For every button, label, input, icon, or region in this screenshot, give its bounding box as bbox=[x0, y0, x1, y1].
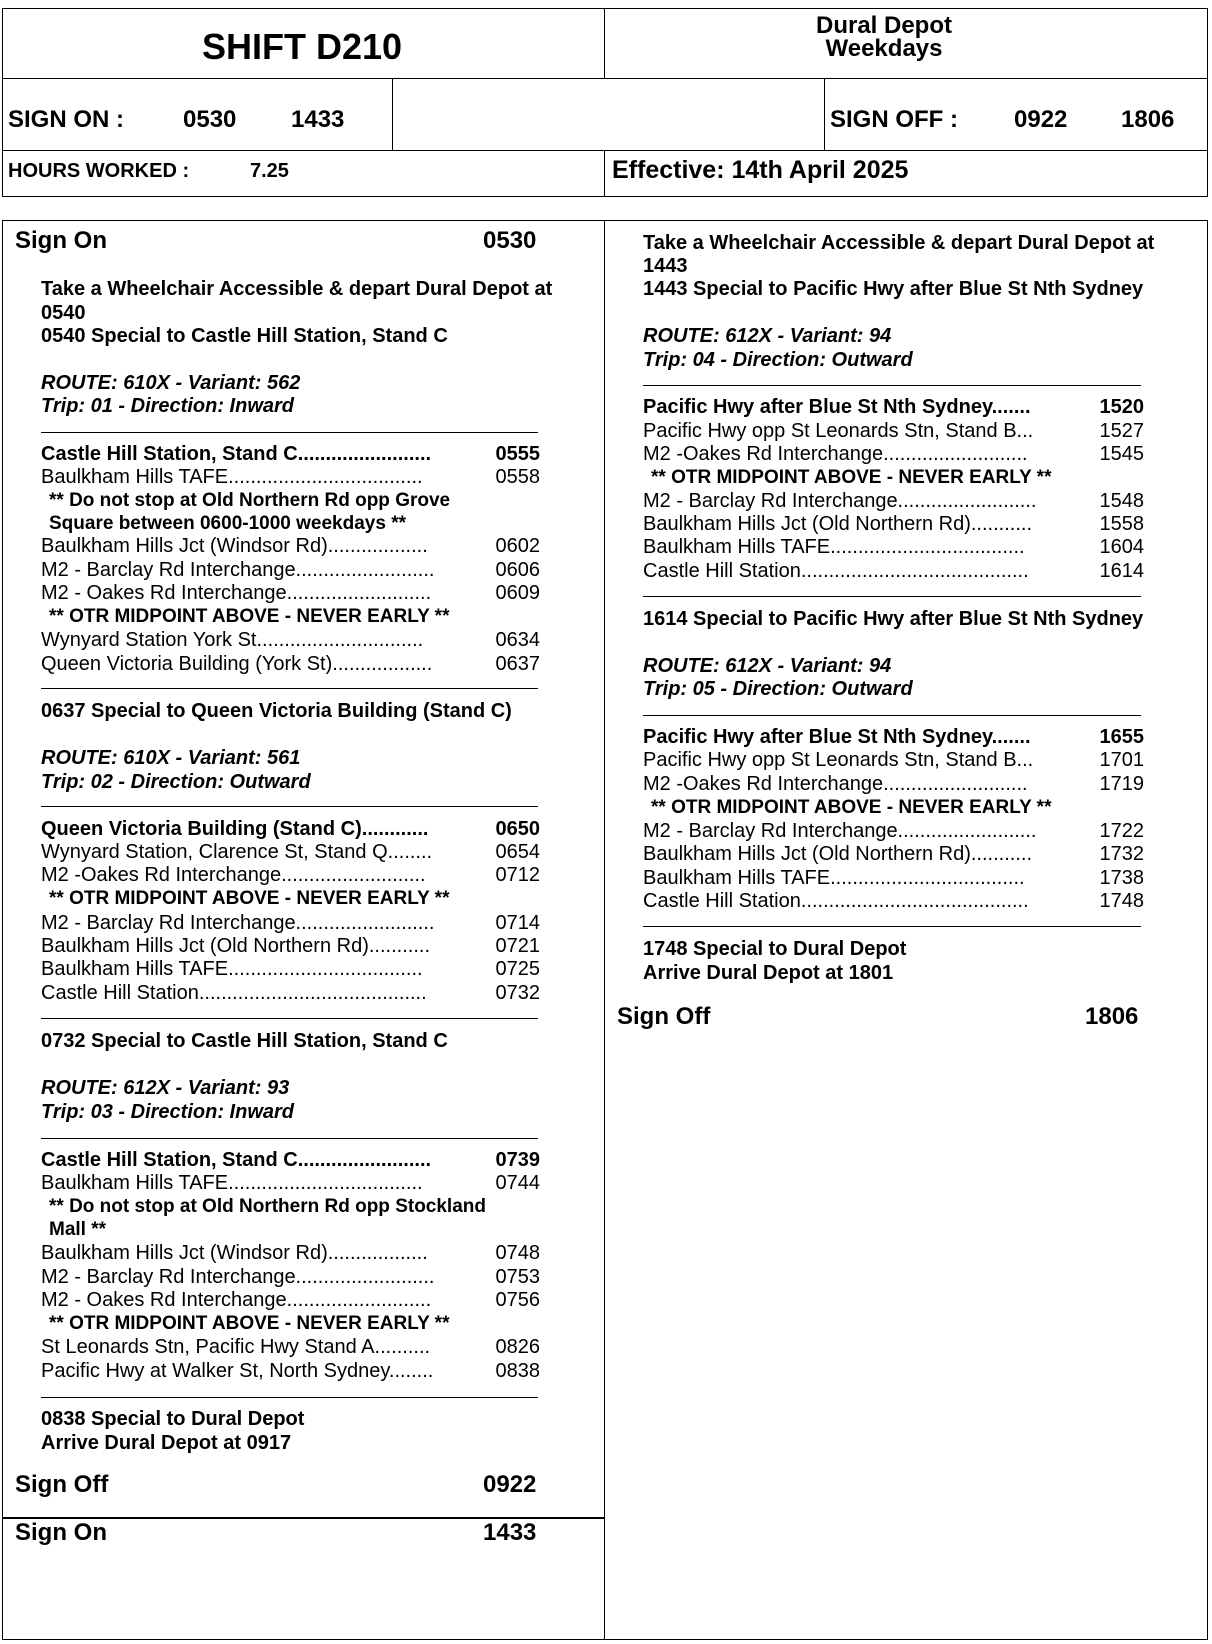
hours-worked-label: HOURS WORKED : bbox=[8, 160, 190, 182]
right-rule-4 bbox=[643, 926, 1141, 927]
stop-time: 0756 bbox=[495, 1289, 540, 1311]
table-row: Pacific Hwy after Blue St Nth Sydney....... bbox=[643, 726, 1031, 748]
stop-time: 0654 bbox=[495, 841, 540, 863]
right-special-3-l2: Arrive Dural Depot at 1801 bbox=[643, 962, 894, 984]
left-sign-on-time: 0530 bbox=[483, 227, 537, 254]
table-row: Wynyard Station, Clarence St, Stand Q........ bbox=[41, 841, 433, 863]
stop-time: 0714 bbox=[495, 912, 540, 934]
otr-note: ** OTR MIDPOINT ABOVE - NEVER EARLY ** bbox=[49, 606, 450, 627]
left-route-1: ROUTE: 610X - Variant: 562 bbox=[41, 372, 301, 394]
stop-time: 0732 bbox=[495, 982, 540, 1004]
shift-title: SHIFT D210 bbox=[201, 26, 403, 67]
stop-time: 0650 bbox=[495, 818, 540, 840]
left-depart-line2: 0540 bbox=[41, 302, 86, 324]
effective-date: Effective: 14th April 2025 bbox=[612, 156, 909, 184]
right-sign-off-label: Sign Off bbox=[617, 1003, 711, 1030]
stop-time: 0721 bbox=[495, 935, 540, 957]
left-special-2: 0637 Special to Queen Victoria Building (Stand C) bbox=[41, 700, 512, 722]
table-row: Queen Victoria Building (Stand C)............ bbox=[41, 818, 429, 840]
table-row: Queen Victoria Building (York St).................. bbox=[41, 653, 433, 675]
left-sign-on2-time: 1433 bbox=[483, 1519, 537, 1546]
table-row: M2 - Oakes Rd Interchange.......................... bbox=[41, 582, 432, 604]
left-route-3: ROUTE: 612X - Variant: 93 bbox=[41, 1077, 290, 1099]
sign-off-label: SIGN OFF : bbox=[830, 106, 958, 133]
table-row: Baulkham Hills Jct (Old Northern Rd)........... bbox=[41, 935, 430, 957]
sign-on-label: SIGN ON : bbox=[8, 106, 125, 133]
table-row: Castle Hill Station......................................... bbox=[643, 560, 1029, 582]
stop-time: 0558 bbox=[495, 466, 540, 488]
stop-time: 1520 bbox=[1099, 396, 1144, 418]
table-row: Baulkham Hills TAFE................................... bbox=[643, 536, 1025, 558]
depot-name: Dural Depot bbox=[815, 12, 952, 39]
table-row: Pacific Hwy at Walker St, North Sydney........ bbox=[41, 1360, 434, 1382]
table-row: Wynyard Station York St.............................. bbox=[41, 629, 424, 651]
otr-note: ** OTR MIDPOINT ABOVE - NEVER EARLY ** bbox=[49, 888, 450, 909]
left-special-4-l1: 0838 Special to Dural Depot bbox=[41, 1408, 305, 1430]
table-row: Baulkham Hills TAFE................................... bbox=[41, 466, 423, 488]
stop-time: 0609 bbox=[495, 582, 540, 604]
table-row: M2 -Oakes Rd Interchange.......................... bbox=[643, 443, 1028, 465]
depot-days: Weekdays bbox=[825, 35, 943, 62]
stop-note: ** Do not stop at Old Northern Rd opp Grove bbox=[49, 490, 451, 511]
right-special-3-l1: 1748 Special to Dural Depot bbox=[643, 938, 907, 960]
right-trip-1: Trip: 04 - Direction: Outward bbox=[643, 349, 913, 371]
otr-note: ** OTR MIDPOINT ABOVE - NEVER EARLY ** bbox=[651, 797, 1052, 818]
left-trip-2: Trip: 02 - Direction: Outward bbox=[41, 771, 311, 793]
left-sign-off-label: Sign Off bbox=[15, 1471, 109, 1498]
stop-time: 0725 bbox=[495, 958, 540, 980]
stop-time: 0739 bbox=[495, 1149, 540, 1171]
table-row: M2 -Oakes Rd Interchange.......................... bbox=[643, 773, 1028, 795]
sign-on-time-1: 0530 bbox=[183, 106, 237, 133]
stop-time: 0826 bbox=[495, 1336, 540, 1358]
right-rule-3 bbox=[643, 715, 1141, 716]
right-special-1: 1443 Special to Pacific Hwy after Blue St Nth Sydney bbox=[643, 278, 1144, 300]
stop-time: 1527 bbox=[1099, 420, 1144, 442]
stop-time: 1655 bbox=[1099, 726, 1144, 748]
table-row: Baulkham Hills Jct (Old Northern Rd)........... bbox=[643, 843, 1032, 865]
stop-time: 1548 bbox=[1099, 490, 1144, 512]
stop-note: Mall ** bbox=[49, 1219, 107, 1240]
right-depart-line1: Take a Wheelchair Accessible & depart Dural Depot at bbox=[643, 232, 1155, 254]
stop-time: 0555 bbox=[495, 443, 540, 465]
stop-time: 0634 bbox=[495, 629, 540, 651]
right-special-2: 1614 Special to Pacific Hwy after Blue St Nth Sydney bbox=[643, 608, 1144, 630]
right-depart-line2: 1443 bbox=[643, 255, 688, 277]
stop-time: 0748 bbox=[495, 1242, 540, 1264]
table-row: Pacific Hwy after Blue St Nth Sydney....... bbox=[643, 396, 1031, 418]
left-special-4-l2: Arrive Dural Depot at 0917 bbox=[41, 1432, 292, 1454]
stop-time: 1604 bbox=[1099, 536, 1144, 558]
stop-time: 1701 bbox=[1099, 749, 1144, 771]
stop-note: ** Do not stop at Old Northern Rd opp Stockland bbox=[49, 1196, 486, 1217]
table-row: St Leonards Stn, Pacific Hwy Stand A.......... bbox=[41, 1336, 431, 1358]
table-row: Baulkham Hills Jct (Windsor Rd).................. bbox=[41, 535, 428, 557]
otr-note: ** OTR MIDPOINT ABOVE - NEVER EARLY ** bbox=[49, 1313, 450, 1334]
table-row: M2 - Barclay Rd Interchange......................... bbox=[41, 1266, 435, 1288]
stop-time: 0637 bbox=[495, 653, 540, 675]
table-row: Baulkham Hills Jct (Windsor Rd).................. bbox=[41, 1242, 428, 1264]
left-trip-1: Trip: 01 - Direction: Inward bbox=[41, 395, 294, 417]
left-sign-on2-label: Sign On bbox=[15, 1519, 107, 1546]
left-sign-on-label: Sign On bbox=[15, 227, 107, 254]
table-row: Castle Hill Station......................................... bbox=[643, 890, 1029, 912]
stop-time: 0753 bbox=[495, 1266, 540, 1288]
table-row: Baulkham Hills TAFE................................... bbox=[41, 958, 423, 980]
table-row: M2 - Barclay Rd Interchange......................... bbox=[643, 820, 1037, 842]
stop-note: Square between 0600-1000 weekdays ** bbox=[49, 513, 406, 534]
table-row: M2 - Oakes Rd Interchange.......................... bbox=[41, 1289, 432, 1311]
table-row: M2 - Barclay Rd Interchange......................... bbox=[643, 490, 1037, 512]
sign-off-time-2: 1806 bbox=[1121, 106, 1175, 133]
stop-time: 1748 bbox=[1099, 890, 1144, 912]
left-route-2: ROUTE: 610X - Variant: 561 bbox=[41, 747, 301, 769]
stop-time: 1614 bbox=[1099, 560, 1144, 582]
table-row: M2 - Barclay Rd Interchange......................... bbox=[41, 912, 435, 934]
table-row: Baulkham Hills TAFE................................... bbox=[643, 867, 1025, 889]
stop-time: 1719 bbox=[1099, 773, 1144, 795]
left-sign-off-time: 0922 bbox=[483, 1471, 537, 1498]
left-special-3: 0732 Special to Castle Hill Station, Stand C bbox=[41, 1030, 448, 1052]
right-trip-2: Trip: 05 - Direction: Outward bbox=[643, 678, 913, 700]
table-row: M2 -Oakes Rd Interchange.......................... bbox=[41, 864, 426, 886]
stop-time: 1558 bbox=[1099, 513, 1144, 535]
right-sign-off-time: 1806 bbox=[1085, 1003, 1139, 1030]
table-row: Castle Hill Station, Stand C........................ bbox=[41, 443, 432, 465]
stop-time: 0602 bbox=[495, 535, 540, 557]
stop-time: 0606 bbox=[495, 559, 540, 581]
right-rule-2 bbox=[643, 596, 1141, 597]
stop-time: 1722 bbox=[1099, 820, 1144, 842]
table-row: Baulkham Hills Jct (Old Northern Rd)........... bbox=[643, 513, 1032, 535]
stop-time: 0744 bbox=[495, 1172, 540, 1194]
stop-time: 0712 bbox=[495, 864, 540, 886]
sign-off-time-1: 0922 bbox=[1014, 106, 1068, 133]
table-row: Baulkham Hills TAFE................................... bbox=[41, 1172, 423, 1194]
left-depart-line1: Take a Wheelchair Accessible & depart Dural Depot at bbox=[41, 278, 553, 300]
table-row: Castle Hill Station, Stand C........................ bbox=[41, 1149, 432, 1171]
left-trip-3: Trip: 03 - Direction: Inward bbox=[41, 1101, 294, 1123]
table-row: Pacific Hwy opp St Leonards Stn, Stand B... bbox=[643, 420, 1034, 442]
table-row: Castle Hill Station......................................... bbox=[41, 982, 427, 1004]
left-special-1: 0540 Special to Castle Hill Station, Stand C bbox=[41, 325, 448, 347]
right-rule-1 bbox=[643, 385, 1141, 386]
table-row: Pacific Hwy opp St Leonards Stn, Stand B... bbox=[643, 749, 1034, 771]
otr-note: ** OTR MIDPOINT ABOVE - NEVER EARLY ** bbox=[651, 467, 1052, 488]
stop-time: 1738 bbox=[1099, 867, 1144, 889]
stop-time: 0838 bbox=[495, 1360, 540, 1382]
stop-time: 1545 bbox=[1099, 443, 1144, 465]
right-route-2: ROUTE: 612X - Variant: 94 bbox=[643, 655, 892, 677]
table-row: M2 - Barclay Rd Interchange......................... bbox=[41, 559, 435, 581]
stop-time: 1732 bbox=[1099, 843, 1144, 865]
hours-worked-value: 7.25 bbox=[250, 160, 289, 182]
right-route-1: ROUTE: 612X - Variant: 94 bbox=[643, 325, 892, 347]
sign-on-time-2: 1433 bbox=[291, 106, 345, 133]
